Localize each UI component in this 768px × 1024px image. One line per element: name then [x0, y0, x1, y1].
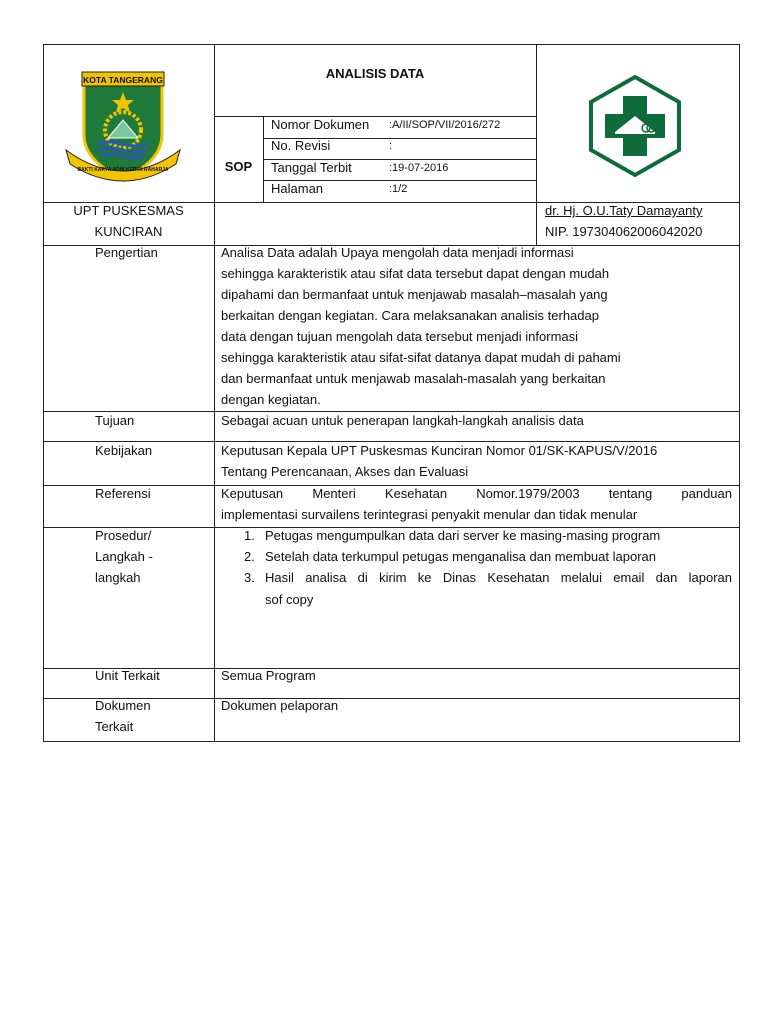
referensi-word: Nomor.1979/2003: [476, 486, 580, 501]
step-word: melalui: [560, 570, 602, 585]
step-number: 1.: [244, 528, 255, 543]
step-word: email: [613, 570, 645, 585]
referensi-word: panduan: [681, 486, 732, 501]
label-prosedur: Langkah -: [95, 549, 153, 564]
pengertian-line: sehingga karakteristik atau sifat-sifat datanya dapat mudah di pahami: [221, 350, 621, 365]
step-text-justified: [265, 567, 732, 588]
label-unit-terkait: Unit Terkait: [95, 668, 160, 683]
puskesmas-cross-icon: [585, 74, 685, 178]
puskesmas-logo: [585, 74, 685, 178]
step-word: analisa: [305, 570, 347, 585]
label-tujuan: Tujuan: [95, 413, 135, 428]
sop-label: SOP: [224, 159, 253, 174]
pengertian-line: dan bermanfaat untuk menjawab masalah-masalah yang berkaitan: [221, 371, 606, 386]
step-word: Kesehatan: [487, 570, 550, 585]
meta-value-nomor-dokumen: :A/II/SOP/VII/2016/272: [389, 119, 501, 131]
label-referensi: Referensi: [95, 486, 151, 501]
kebijakan-line: Tentang Perencanaan, Akses dan Evaluasi: [221, 464, 469, 479]
pengertian-line: dengan kegiatan.: [221, 392, 321, 407]
city-emblem-icon: [62, 70, 184, 185]
step-word: dan: [655, 570, 678, 585]
referensi-line-justified: [221, 483, 732, 504]
tujuan-text: Sebagai acuan untuk penerapan langkah-langkah analisis data: [221, 413, 584, 428]
pengertian-line: berkaitan dengan kegiatan. Cara melaksanakan analisis terhadap: [221, 308, 599, 323]
step-word: laporan: [688, 570, 732, 585]
pengertian-line: Analisa Data adalah Upaya mengolah data menjadi informasi: [221, 245, 574, 260]
logo-banner-text: KOTA TANGERANG: [83, 75, 163, 85]
step-number: 3.: [244, 570, 255, 585]
meta-value-halaman: :1/2: [389, 183, 408, 195]
step-word: di: [357, 570, 368, 585]
pengertian-line: sehingga karakteristik atau sifat data tersebut dapat dengan mudah: [221, 266, 610, 281]
dokumen-terkait-text: Dokumen pelaporan: [221, 698, 339, 713]
label-prosedur: Prosedur/: [95, 528, 152, 543]
label-pengertian: Pengertian: [95, 245, 158, 260]
document-title: ANALISIS DATA: [325, 66, 425, 81]
step-text: Petugas mengumpulkan data dari server ke masing-masing program: [265, 528, 661, 543]
step-word: Dinas: [442, 570, 477, 585]
kota-tangerang-logo: [62, 70, 184, 185]
step-word: kirim: [379, 570, 407, 585]
logo-motto-text: BAKTI KARYA ADHI KERTA RAHARJA: [77, 167, 169, 173]
label-dokumen-terkait: Dokumen: [95, 698, 151, 713]
label-kebijakan: Kebijakan: [95, 443, 153, 458]
referensi-word: Kesehatan: [384, 486, 448, 501]
step-word: Hasil: [265, 570, 294, 585]
referensi-line: implementasi survailens terintegrasi penyakit menular dan tidak menular: [221, 507, 638, 522]
meta-label-no-revisi: No. Revisi: [271, 138, 331, 153]
label-prosedur: langkah: [95, 570, 141, 585]
meta-label-halaman: Halaman: [271, 181, 324, 196]
label-dokumen-terkait: Terkait: [95, 719, 134, 734]
meta-label-tanggal-terbit: Tanggal Terbit: [271, 160, 352, 175]
header-divider-right: [536, 44, 537, 246]
pengertian-line: data dengan tujuan mengolah data tersebut menjadi informasi: [221, 329, 579, 344]
meta-value-tanggal-terbit: :19-07-2016: [389, 162, 449, 174]
step-text: Setelah data terkumpul petugas menganalisa dan membuat laporan: [265, 549, 656, 564]
org-name-line2: KUNCIRAN: [94, 224, 163, 239]
meta-value-no-revisi: :: [389, 140, 393, 152]
step-text: sof copy: [265, 592, 314, 607]
org-name-line1: UPT PUSKESMAS: [73, 203, 184, 218]
step-number: 2.: [244, 549, 255, 564]
header-divider-left: [214, 44, 215, 742]
signer-nip: NIP. 197304062006042020: [545, 224, 703, 239]
unit-terkait-text: Semua Program: [221, 668, 316, 683]
signer-name: dr. Hj. O.U.Taty Damayanty: [545, 203, 703, 218]
pengertian-line: dipahami dan bermanfaat untuk menjawab masalah–masalah yang: [221, 287, 608, 302]
referensi-word: Menteri: [312, 486, 356, 501]
referensi-word: Keputusan: [221, 486, 284, 501]
kebijakan-line: Keputusan Kepala UPT Puskesmas Kunciran Nomor 01/SK-KAPUS/V/2016: [221, 443, 658, 458]
meta-label-nomor-dokumen: Nomor Dokumen: [271, 117, 370, 132]
referensi-word: tentang: [608, 486, 653, 501]
step-word: ke: [417, 570, 432, 585]
